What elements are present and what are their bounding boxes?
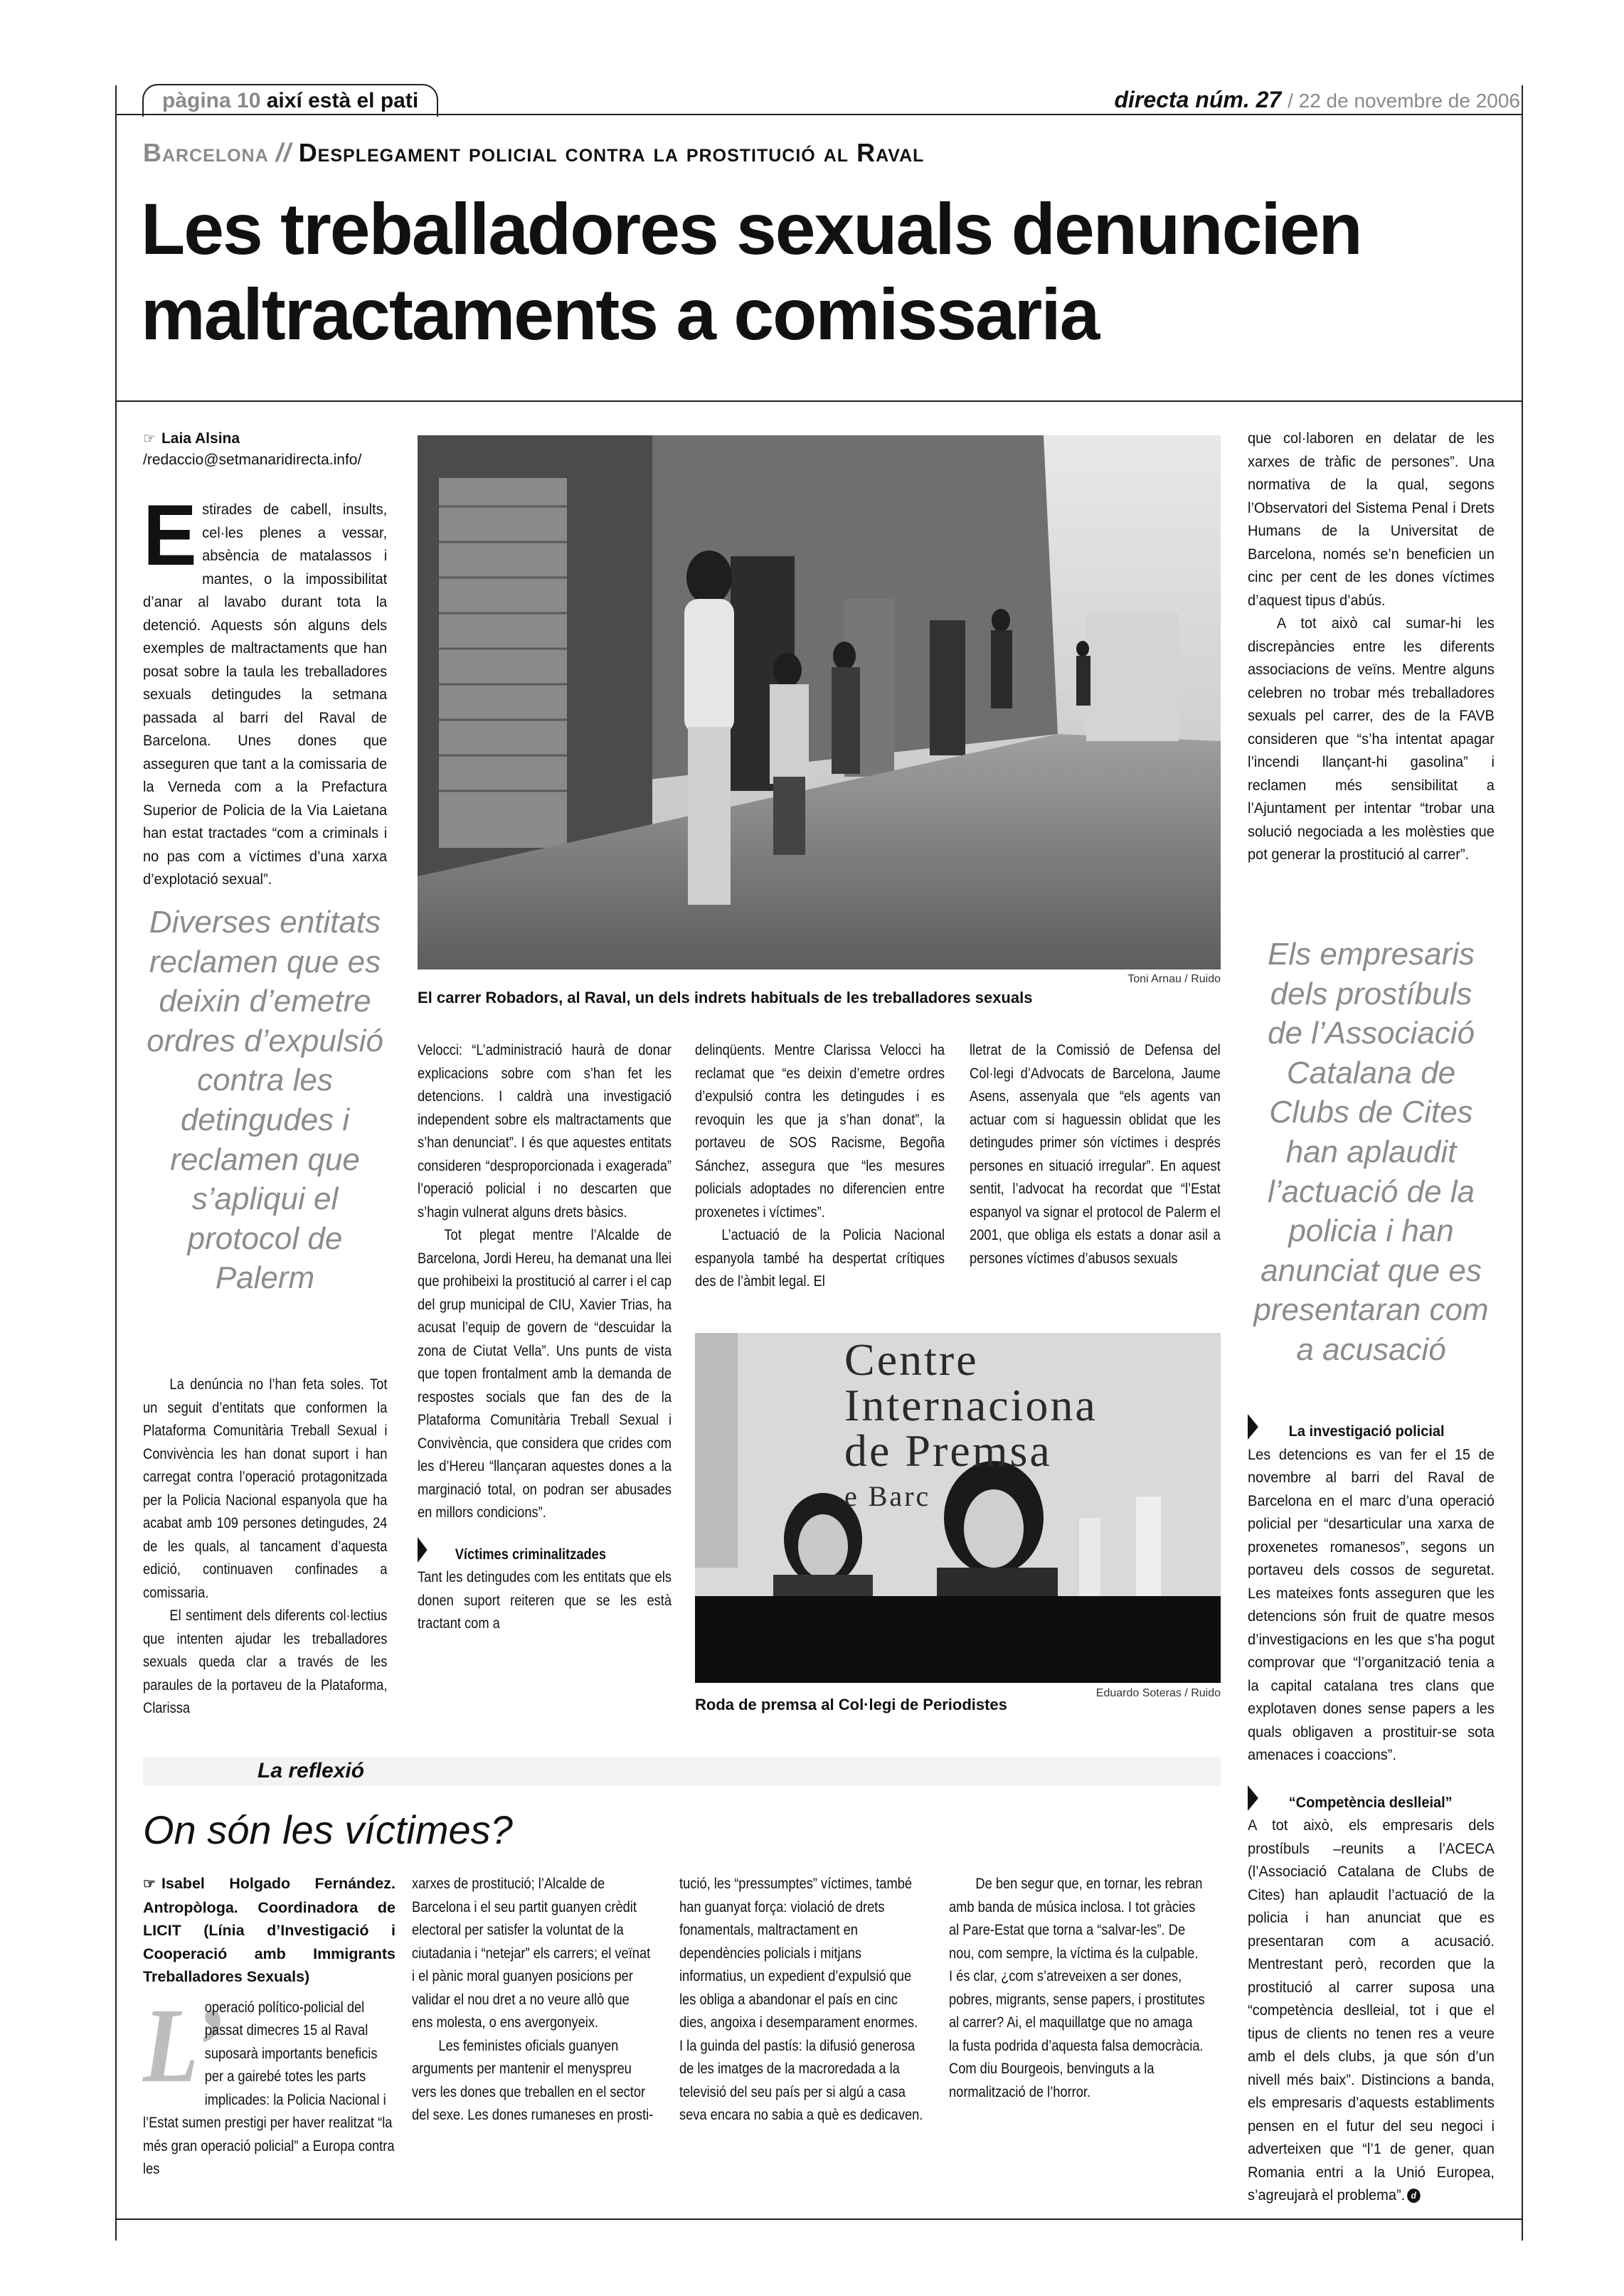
sign-line: de Premsa xyxy=(844,1425,1052,1476)
subheading-investigacio xyxy=(1248,1420,1495,1443)
photo2-credit: Eduardo Soteras / Ruido xyxy=(1095,1687,1221,1699)
arrow-marker-icon xyxy=(1248,1785,1258,1811)
opinion-column-1-text xyxy=(143,1986,396,2181)
paragraph: Les detencions es van fer el 15 de novembre al barri del Raval de Barcelona en el marc d’una operació policial per “desarticular una xarxa de proxenetes romanesos”, segons un portaveu dels cossos de seguretat. Les mateixes fonts asseguren que les detencions són fruit de quatre mesos d’investigacions en les que s’ha pogut comprovar que “l’organització tenia a la capital catalana tres clans que explotaven dones sense papers a les quals obligaven a prostituir-se sota amenaces i coaccions”. xyxy=(1248,1445,1495,1763)
drop-cap: E xyxy=(143,487,197,583)
paragraph: Les feministes oficials guanyen arguments per mantenir el menyspreu vers les dones que treballen en el sector del sexe. Les dones rumaneses en prosti- xyxy=(412,2036,654,2123)
sign-line: Internaciona xyxy=(844,1380,1098,1430)
paragraph: xarxes de prostitució; l’Alcalde de Barcelona i el seu partit guanyen crèdit electoral per satisfer la voluntat de la ciutadania i “netejar” els carrers; el veïnat i el pànic moral guanyen posicions per validar el nou dret a no veure allò que ens molesta, o ens avergonyeix. xyxy=(412,1875,651,2031)
opinion-column-4 xyxy=(949,1872,1205,2103)
street-photo-image xyxy=(418,435,1221,969)
left-margin-rule xyxy=(115,85,117,2241)
photo1-credit: Toni Arnau / Ruido xyxy=(1127,973,1221,985)
opinion-author: Isabel Holgado Fernández. Antropòloga. Coordinadora de LICIT (Línia d’Investigació i Cooperació amb Immigrants Treballadores Sexuals) xyxy=(143,1875,396,1985)
pull-quote-left: Diverses entitats reclamen que es deixin d’emetre ordres d’expulsió contra les detingudes i reclamen que s’apliqui el protocol de Palerm xyxy=(147,905,383,1296)
opinion-title: On són les víctimes? xyxy=(143,1807,513,1852)
paragraph-text: A tot això, els empresaris dels prostíbuls –reunits a l’ACECA (l’Associació Catalana de Clubs de Cites) han aplaudit l’actuació de la policia i han anunciat que es presentaran com a acusació. Mentrestant però, recorden que la prostitució al carrer suposa una “competència deslleial, tot i que el tipus de clients no tenen res a veure amb el dels clubs, ja que són d’un nivell més baix”. Distincions a banda, els empresaris d’aquests establiments pensen en el futur del seu negoci i adverteixen que “l’1 de gener, quan Romania entri a la Unió Europea, s’agreujarà el problema”. xyxy=(1248,1817,1495,2204)
headline xyxy=(141,186,1362,357)
opinion-column-2 xyxy=(412,1872,654,2127)
paragraph: stirades de cabell, insults, cel·les plenes a vessar, absència de matalassos i mantes, o la impossibilitat d’anar al lavabo durant tota la detenció. Aquests són alguns dels exemples de maltractaments que han posat sobre la taula les treballadores sexuals detingudes la setmana passada al barri del Raval de Barcelona. Unes dones que asseguren que tant a la comissaria de la Verneda com a la Prefactura Superior de Policia de la Via Laietana han estat tractades “com a criminals i no pas com a víctimes d’una xarxa d’explotació sexual”. xyxy=(143,501,388,888)
footer-rule xyxy=(115,2218,1523,2220)
paragraph xyxy=(1248,1814,1495,2207)
subheading-competencia xyxy=(1248,1791,1495,1814)
article-column-mid-2 xyxy=(695,1038,945,1293)
paragraph: L’actuació de la Policia Nacional espanyola també ha despertat crítiques des de l’àmbit legal. El xyxy=(695,1226,945,1290)
kicker-topic: Desplegament policial contra la prostitució al Raval xyxy=(298,138,925,167)
headline-line-2: maltractaments a comissaria xyxy=(141,274,1099,355)
kicker xyxy=(143,138,924,168)
author-name: Laia Alsina xyxy=(161,430,240,447)
article-column-mid-1 xyxy=(418,1038,672,1635)
opinion-column-3 xyxy=(679,1872,925,2127)
arrow-marker-icon xyxy=(1248,1414,1258,1440)
banner-sign xyxy=(844,1334,1098,1519)
right-margin-rule xyxy=(1522,85,1523,2241)
page-number: pàgina 10 xyxy=(162,89,261,112)
paragraph: tució, les “pressumptes” víctimes, també han guanyat força: violació de drets fonamentals, maltractament en dependències policials i mitjans informatius, un expedient d’expulsió que les obliga a abandonar el país en cinc dies, angoixa i desemparament enormes. I la guinda del pastís: la difusió generosa de les imatges de la macroredada a la televisió del seu país per si algú a casa seva encara no sabia a què es dedicaven. xyxy=(679,1875,923,2123)
photo1-caption: El carrer Robadors, al Raval, un dels indrets habituals de les treballadores sexuals xyxy=(418,989,1033,1006)
sign-line: e Barc xyxy=(844,1480,931,1512)
section-name: així està el pati xyxy=(266,89,419,112)
paragraph: Tot plegat mentre l’Alcalde de Barcelona, Jordi Hereu, ha demanat una llei que prohibeixi la prostitució al carrer i el cap del grup municipal de CIU, Xavier Trias, ha acusat l’equip de govern de “descuidar la zona de Ciutat Vella”. Uns punts de vista que topen frontalment amb la demanda de respostes socials que fan des de la Plataforma Comunitària Treball Sexual i Convivència, que considera que crides com les d’Hereu “llançaran aquestes dones a la marginació total, on podran ser abusades en millors condicions”. xyxy=(418,1226,672,1521)
end-of-article-icon: d xyxy=(1407,2189,1421,2203)
paragraph: De ben segur que, en tornar, les rebran amb banda de música inclosa. I tot gràcies al Pare-Estat que torna a “salvar-les”. De nou, com sempre, la víctima és la culpable. I és clar, ¿com s’atreveixen a ser dones, pobres, migrants, sense papers, i prostitutes al carrer? Ai, el maquillatge que no amaga la fusta podrida d’aquesta falsa democràcia. Com diu Bourgeois, benvinguts a la normalització de l’horror. xyxy=(949,1875,1205,2100)
headline-rule xyxy=(115,400,1523,402)
opinion-byline xyxy=(143,1872,396,1989)
photo2-caption: Roda de premsa al Col·legi de Periodistes xyxy=(695,1696,1007,1713)
article-column-right-top xyxy=(1248,427,1495,866)
photo-press-conference xyxy=(695,1333,1221,1683)
pull-quote-right: Els empresaris dels prostíbuls de l’Associació Catalana de Clubs de Cites han aplaudit l’actuació de la policia i han anunciat que es presentaran com a acusació xyxy=(1253,937,1489,1367)
paragraph: delinqüents. Mentre Clarissa Velocci ha reclamat que “es deixin d’emetre ordres d’expulsió contra les detingudes i es revoquin les que ja s’han donat”, la portaveu de SOS Racisme, Begoña Sánchez, assegura que “les mesures policials adoptades no diferencien entre proxenetes i víctimes”. xyxy=(695,1041,945,1221)
kicker-separator: // xyxy=(275,138,292,167)
byline xyxy=(143,428,387,471)
paragraph: lletrat de la Comissió de Defensa del Col·legi d’Advocats de Barcelona, Jaume Asens, assenyala que “els agents van actuar com si haguessin oblidat que les detingudes primer són víctimes i després persones en situació irregular”. En aquest sentit, l’advocat ha recordat que “l’Estat espanyol va signar el protocol de Palerm el 2001, que obliga els estats a donar asil a persones víctimes d’abusos sexuals xyxy=(970,1041,1221,1267)
paragraph: Tant les detingudes com les entitats que els donen suport reiteren que se les està tractant com a xyxy=(418,1568,672,1632)
paragraph: Velocci: “L’administració haurà de donar explicacions sobre com s’han fet les detencions. I caldrà una investigació independent sobre els maltractaments que s’han denunciat”. I és que aquestes entitats consideren “desproporcionada i exagerada” l’operació policial i no descarten que s’hagin vulnerat alguns drets bàsics. xyxy=(418,1041,672,1221)
subheading-text: La investigació policial xyxy=(1288,1423,1445,1440)
author-email[interactable]: /redaccio@setmanaridirecta.info/ xyxy=(143,452,362,468)
page-section-tab xyxy=(142,84,438,117)
opinion-column-1 xyxy=(143,1872,396,2181)
reflexio-label: La reflexió xyxy=(258,1759,365,1782)
sign-line: Centre xyxy=(844,1334,979,1385)
paragraph: A tot això cal sumar-hi les discrepàncies entre les diferents associacions de veïns. Mentre alguns celebren no trobar més treballadores sexuals pel carrer, des de la FAVB consideren que “s’ha intentat apagar l’incendi llançant-hi gasolina” i reclamen més sensibilitat a l’Ajuntament per intentar “trobar una solució negociada a les molèsties que pot generar la prostitució al carrer”. xyxy=(1248,615,1495,863)
subheading-text: Víctimes criminalitzades xyxy=(455,1545,606,1563)
issue-date: / 22 de novembre de 2006 xyxy=(1288,90,1520,112)
pointing-hand-icon: ☞ xyxy=(143,431,156,447)
masthead-info xyxy=(1114,84,1520,117)
subheading-victimes xyxy=(418,1543,672,1566)
paragraph: que col·laboren en delatar de les xarxes de tràfic de persones”. Una normativa de la qual, segons l’Observatori del Sistema Penal i Drets Humans de la Universitat de Barcelona, només se’n beneficien un cinc per cent de les dones víctimes d’aquest tipus d’abús. xyxy=(1248,430,1495,609)
article-column-left-top xyxy=(143,487,388,891)
arrow-marker-icon xyxy=(418,1537,428,1563)
pointing-hand-icon: ☞ xyxy=(143,1876,156,1892)
photo-street-robadors xyxy=(418,435,1221,969)
article-column-mid-3 xyxy=(970,1038,1221,1270)
paragraph: operació político-policial del passat dimecres 15 al Raval suposarà importants beneficis per a gairebé totes les parts implicades: la Policia Nacional i l’Estat sumen prestigi per haver realitzat “la més gran operació policial” a Europa contra les xyxy=(143,1998,395,2177)
opinion-drop-cap: L’ xyxy=(143,1986,224,2105)
kicker-section: Barcelona xyxy=(143,138,269,167)
subheading-text: “Competència deslleial” xyxy=(1288,1793,1453,1811)
paragraph: La denúncia no l’han feta soles. Tot un seguit d’entitats que conformen la Plataforma Comunitària Treball Sexual i Convivència les han donat suport i han carregat contra l’operació protagonitzada per la Policia Nacional espanyola que ha acabat amb 109 persones detingudes, 24 de les quals, al tancament d’aquesta edició, continuaven confinades a comissaria. xyxy=(143,1376,388,1601)
article-column-left-bottom xyxy=(143,1373,387,1720)
paragraph: El sentiment dels diferents col·lectius que intenten ajudar les treballadores sexuals queda clar a través de les paraules de la portaveu de la Plataforma, Clarissa xyxy=(143,1607,388,1716)
headline-line-1: Les treballadores sexuals denuncien xyxy=(141,188,1362,270)
article-column-right-bottom xyxy=(1248,1408,1495,2207)
masthead: directa núm. 27 xyxy=(1114,87,1282,112)
